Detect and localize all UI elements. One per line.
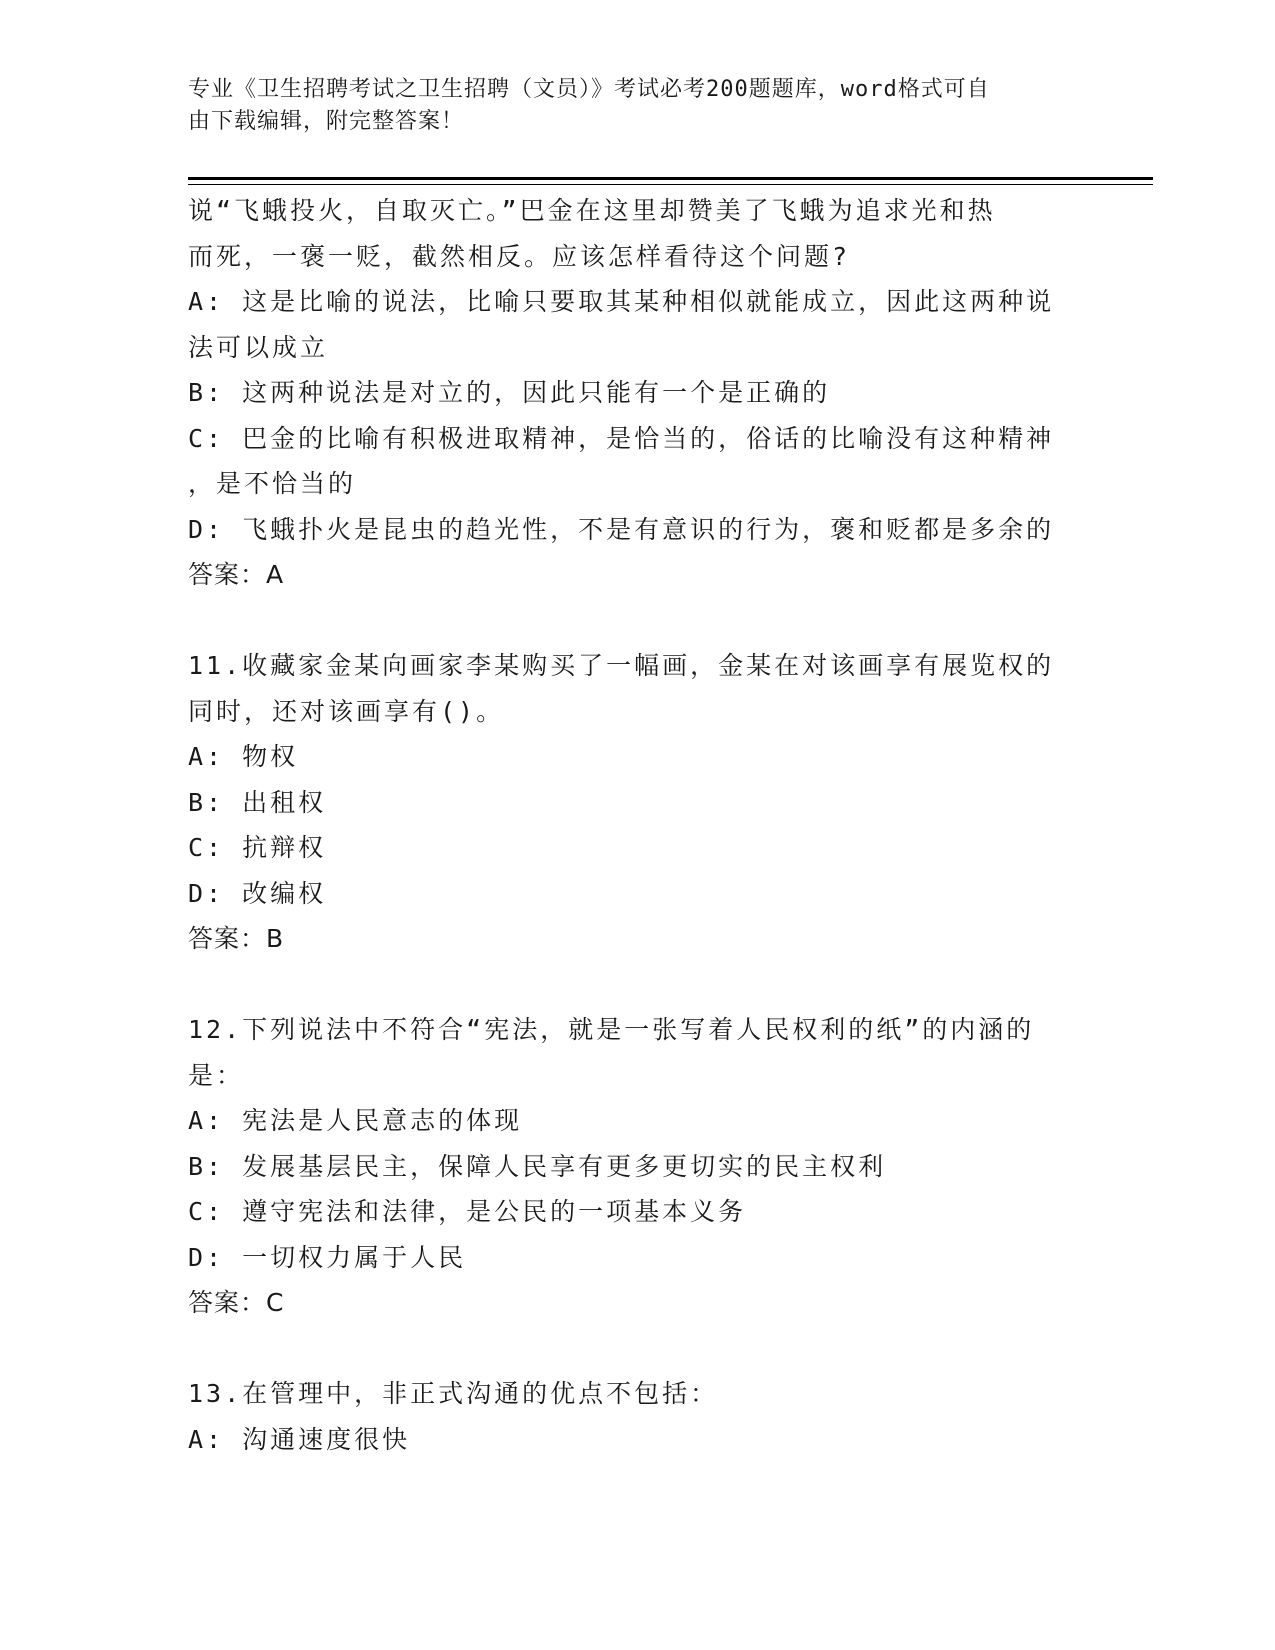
question-stem-line: 同时，还对该画享有()。 (188, 696, 505, 726)
question-stem-line: 11.收藏家金某向画家李某购买了一幅画，金某在对该画享有展览权的 (188, 651, 1055, 680)
option-b: B: 出租权 (188, 787, 327, 817)
answer: 答案：A (188, 560, 285, 589)
option-d: D: 一切权力属于人民 (188, 1242, 467, 1272)
document-header (188, 74, 1068, 138)
option-a: A: 这是比喻的说法，比喻只要取其某种相似就能成立，因此这两种说 (188, 287, 1055, 316)
question-stem-line: 说“飞蛾投火，自取灭亡。”巴金在这里却赞美了飞蛾为追求光和热 (188, 196, 996, 225)
question-stem-line: 12.下列说法中不符合“宪法，就是一张写着人民权利的纸”的内涵的 (188, 1015, 1035, 1044)
option-c-continued: ，是不恰当的 (188, 469, 357, 498)
question-12 (188, 1007, 1088, 1326)
option-c: C: 抗辩权 (188, 833, 327, 862)
answer: 答案：B (188, 924, 285, 953)
option-a-continued: 法可以成立 (188, 332, 329, 362)
spacer (188, 598, 1088, 644)
spacer (188, 962, 1088, 1008)
option-c: C: 巴金的比喻有积极进取精神，是恰当的，俗话的比喻没有这种精神 (188, 423, 1055, 453)
option-a: A: 沟通速度很快 (188, 1424, 411, 1454)
header-line-2: 由下载编辑，附完整答案！ (188, 109, 465, 134)
option-d: D: 飞蛾扑火是昆虫的趋光性，不是有意识的行为，褒和贬都是多余的 (188, 514, 1055, 544)
option-b: B: 发展基层民主，保障人民享有更多更切实的民主权利 (188, 1151, 887, 1181)
header-rule-thin (188, 184, 1153, 185)
question-stem-line: 13.在管理中，非正式沟通的优点不包括： (188, 1379, 719, 1408)
question-stem-line: 而死，一褒一贬，截然相反。应该怎样看待这个问题? (188, 241, 851, 271)
option-d: D: 改编权 (188, 878, 327, 908)
question-10 (188, 188, 1088, 598)
option-a: A: 物权 (188, 742, 299, 771)
option-c: C: 遵守宪法和法律，是公民的一项基本义务 (188, 1197, 747, 1226)
question-stem-line: 是： (188, 1060, 245, 1090)
spacer (188, 1326, 1088, 1372)
header-line-1: 专业《卫生招聘考试之卫生招聘（文员）》考试必考200题题库，word格式可自 (188, 77, 990, 102)
question-11 (188, 643, 1088, 962)
option-b: B: 这两种说法是对立的，因此只能有一个是正确的 (188, 378, 831, 407)
header-rule-thick (188, 177, 1153, 180)
option-a: A: 宪法是人民意志的体现 (188, 1106, 523, 1135)
question-list (188, 188, 1088, 1462)
question-13 (188, 1371, 1088, 1462)
answer: 答案：C (188, 1288, 285, 1317)
